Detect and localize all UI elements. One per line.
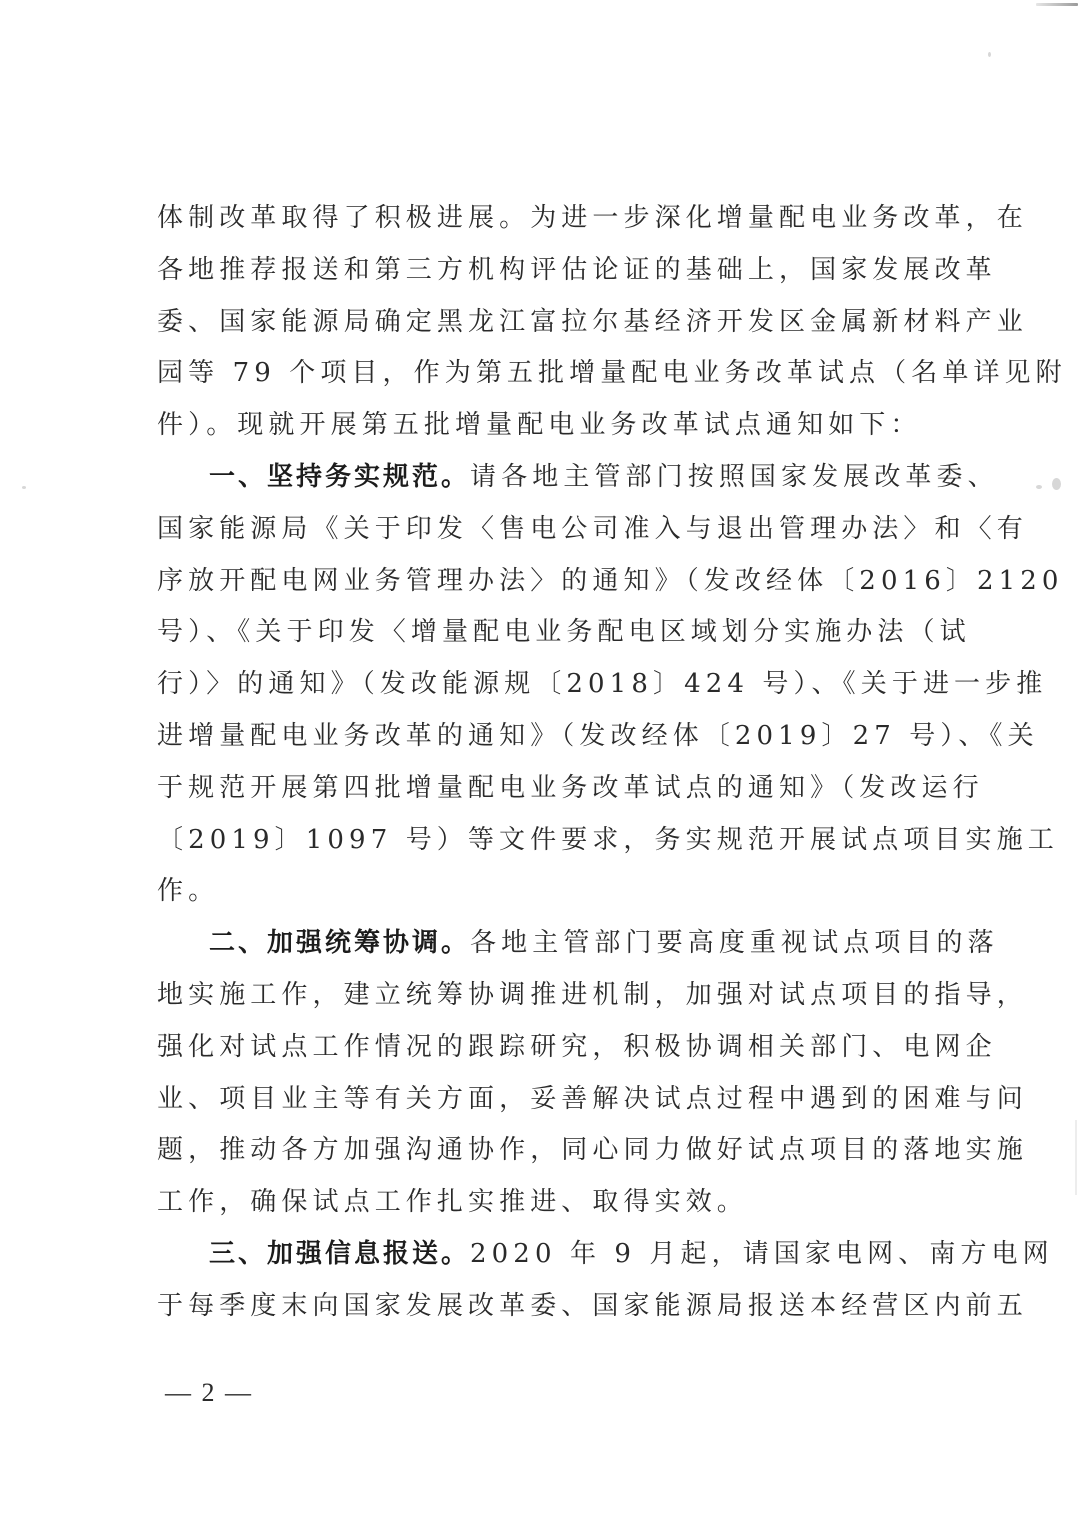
text-line: 国家能源局《关于印发〈售电公司准入与退出管理办法〉和〈有	[157, 513, 1028, 544]
scan-artifact	[1075, 1120, 1077, 1195]
scan-artifact	[1036, 485, 1042, 489]
text-line: 各地推荐报送和第三方机构评估论证的基础上，国家发展改革	[157, 254, 997, 285]
text-line: 〔2019〕1097 号）等文件要求，务实规范开展试点项目实施工	[157, 824, 1059, 855]
text-line: 地实施工作，建立统筹协调推进机制，加强对试点项目的指导，	[157, 979, 1028, 1010]
text-line: 序放开配电网业务管理办法〉的通知》（发改经体〔2016〕2120	[157, 565, 1064, 596]
scan-artifact	[22, 486, 26, 489]
scan-artifact	[1052, 478, 1061, 490]
section-heading: 一、坚持务实规范。	[209, 461, 471, 492]
section-heading: 二、加强统筹协调。	[209, 928, 471, 959]
paragraph-intro	[157, 193, 1067, 452]
text-line: 强化对试点工作情况的跟踪研究，积极协调相关部门、电网企	[157, 1031, 997, 1062]
text-line: 于每季度末向国家发展改革委、国家能源局报送本经营区内前五	[157, 1290, 1028, 1321]
section-heading: 三、加强信息报送。	[209, 1238, 471, 1269]
page-number: — 2 —	[165, 1378, 253, 1407]
document-body	[157, 193, 1067, 1333]
text-line	[157, 1229, 1054, 1281]
text-line: 体制改革取得了积极进展。为进一步深化增量配电业务改革，在	[157, 203, 1028, 233]
scan-artifact	[988, 52, 991, 57]
text-line: 号）、《关于印发〈增量配电业务配电区域划分实施办法（试	[157, 617, 971, 648]
paragraph-section-1	[157, 452, 1064, 918]
text-line: 行）〉的通知》（发改能源规〔2018〕424 号）、《关于进一步推	[157, 669, 1048, 700]
text-span: 请各地主管部门按照国家发展改革委、	[470, 461, 999, 492]
paragraph-section-2	[157, 918, 1028, 1229]
text-line: 作。	[157, 876, 220, 907]
text-span: 各地主管部门要高度重视试点项目的落	[470, 928, 999, 959]
text-line: 工作，确保试点工作扎实推进、取得实效。	[157, 1187, 748, 1218]
text-line: 件）。现就开展第五批增量配电业务改革试点通知如下：	[157, 410, 922, 441]
text-line: 进增量配电业务改革的通知》（发改经体〔2019〕27 号）、《关	[157, 720, 1039, 751]
text-line: 委、国家能源局确定黑龙江富拉尔基经济开发区金属新材料产业	[157, 306, 1028, 337]
text-line: 业、项目业主等有关方面，妥善解决试点过程中遇到的困难与问	[157, 1083, 1028, 1114]
text-span: 2020 年 9 月起，请国家电网、南方电网	[470, 1238, 1054, 1269]
text-line: 于规范开展第四批增量配电业务改革试点的通知》（发改运行	[157, 772, 984, 803]
paragraph-section-3	[157, 1229, 1054, 1333]
scan-artifact	[1036, 3, 1078, 6]
text-line	[157, 452, 999, 504]
text-line	[157, 918, 999, 970]
text-line: 题，推动各方加强沟通协作，同心同力做好试点项目的落地实施	[157, 1135, 1028, 1166]
text-line: 园等 79 个项目，作为第五批增量配电业务改革试点（名单详见附	[157, 358, 1067, 389]
